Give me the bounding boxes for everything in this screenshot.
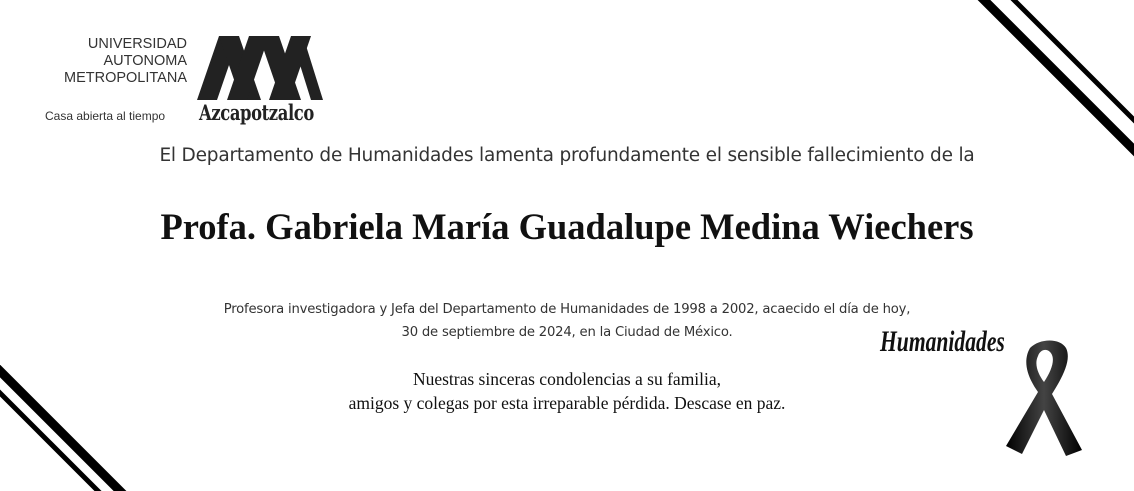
humanidades-label: Humanidades [880, 325, 1005, 358]
logo-campus: Azcapotzalco [199, 100, 314, 125]
announcement-intro: El Departamento de Humanidades lamenta profundamente el sensible fallecimiento de la [159, 145, 975, 166]
corner-mourning-stripes-top-right [974, 0, 1134, 160]
condolence-line-2: amigos y colegas por esta irreparable pérdida. Descase en paz. [348, 393, 786, 413]
logo-line-1: UNIVERSIDAD [87, 36, 187, 52]
mourning-ribbon-icon [1000, 338, 1090, 458]
uam-logo-mark-icon [197, 36, 323, 100]
logo-tagline: Casa abierta al tiempo [45, 109, 166, 123]
logo-line-3: METROPOLITANA [64, 70, 187, 86]
bio-line-2: 30 de septiembre de 2024, en la Ciudad de México. [401, 325, 733, 340]
bio-line-1: Profesora investigadora y Jefa del Departamento de Humanidades de 1998 a 2002, acaecido el día de hoy, [223, 302, 911, 317]
uam-logo [45, 36, 335, 131]
condolence-line-1: Nuestras sinceras condolencias a su familia, [412, 369, 722, 389]
logo-line-2: AUTONOMA [103, 53, 187, 69]
deceased-name: Profa. Gabriela María Guadalupe Medina Wiechers [160, 206, 974, 247]
logo-university-name [64, 36, 187, 87]
